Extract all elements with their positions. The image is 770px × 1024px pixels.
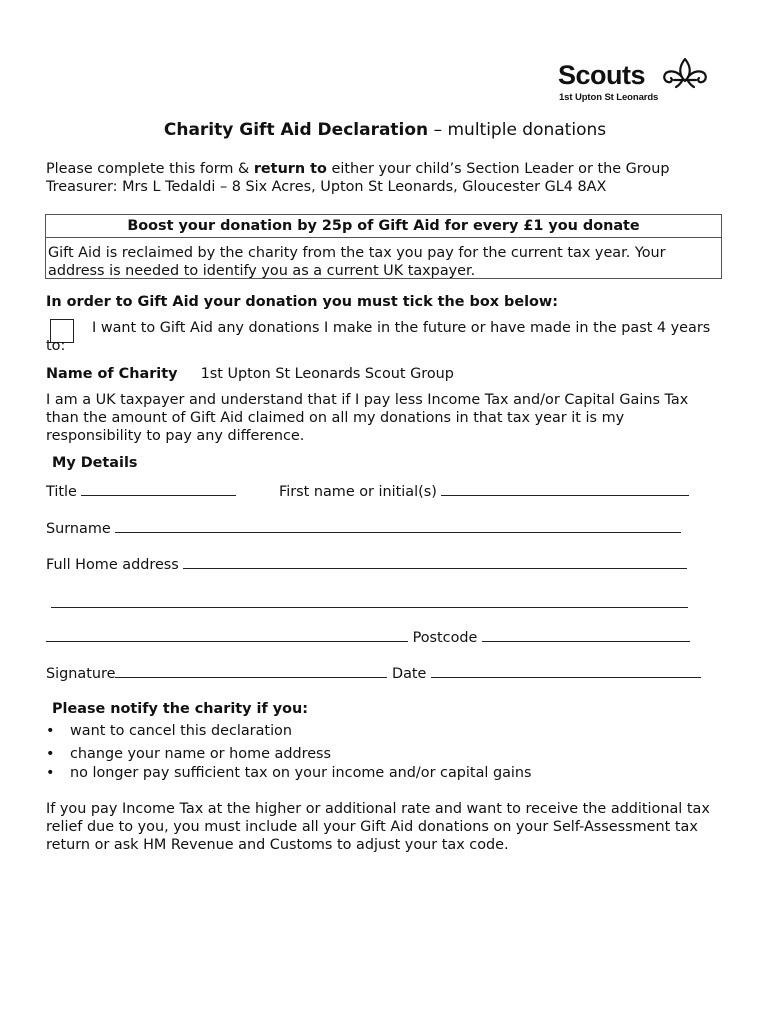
- signature-field[interactable]: [115, 663, 387, 678]
- bullet: •: [46, 746, 55, 762]
- logo-wordmark: Scouts: [558, 60, 646, 90]
- fleur-de-lis-icon: [660, 56, 710, 90]
- address-field-1[interactable]: [183, 554, 687, 569]
- bullet: •: [46, 765, 55, 781]
- first-name-row: [279, 481, 689, 501]
- higher-rate-note: If you pay Income Tax at the higher or additional rate and want to receive the additional tax relief due to you, you must include all your Gift Aid donations on your Self-Assessment tax return or ask HM Revenue and Customs to adjust your tax code.: [46, 801, 710, 853]
- date-field[interactable]: [431, 663, 701, 678]
- page-title: [0, 119, 770, 141]
- surname-label: Surname: [46, 521, 111, 537]
- signature-row: [46, 663, 701, 683]
- postcode-label: Postcode: [412, 630, 478, 646]
- title-row: [46, 481, 236, 501]
- charity-label: Name of Charity: [46, 366, 178, 382]
- list-item: [46, 764, 726, 782]
- taxpayer-statement: I am a UK taxpayer and understand that if I pay less Income Tax and/or Capital Gains Tax than the amount of Gift Aid claimed on all my donations in that tax year it is my responsibility to pay any difference.: [46, 392, 689, 444]
- address-field-3[interactable]: [46, 627, 408, 642]
- tick-instruction: In order to Gift Aid your donation you must tick the box below:: [46, 294, 558, 310]
- first-name-field[interactable]: [441, 481, 689, 496]
- postcode-row: [46, 627, 690, 647]
- notify-list: [46, 722, 726, 782]
- intro-bold: return to: [253, 161, 327, 177]
- intro-text-1: Please complete this form &: [46, 161, 254, 177]
- intro-paragraph: [46, 160, 726, 196]
- logo-group-name: 1st Upton St Leonards: [559, 92, 659, 103]
- notify-item-text: want to cancel this declaration: [70, 723, 292, 739]
- bullet: •: [46, 723, 55, 739]
- charity-value: 1st Upton St Leonards Scout Group: [200, 366, 454, 382]
- intro-text-2: either your child’s Section Leader or the Group Treasurer: Mrs L Tedaldi – 8 Six Acres, Upton St Leonards, Gloucester GL4 8AX: [46, 161, 670, 195]
- address-row: [46, 554, 687, 574]
- boost-heading: Boost your donation by 25p of Gift Aid for every £1 you donate: [127, 218, 640, 234]
- signature-label: Signature: [46, 666, 116, 682]
- list-item: [46, 722, 726, 740]
- notify-heading: Please notify the charity if you:: [52, 701, 309, 717]
- title-bold: Charity Gift Aid Declaration: [163, 120, 429, 140]
- list-item: [46, 745, 726, 763]
- date-label: Date: [392, 666, 427, 682]
- address-field-2[interactable]: [51, 607, 688, 608]
- boost-box: [45, 214, 722, 279]
- boost-divider: [46, 237, 721, 238]
- first-name-label: First name or initial(s): [279, 484, 437, 500]
- scouts-logo: [558, 56, 710, 106]
- postcode-field[interactable]: [482, 627, 690, 642]
- title-field[interactable]: [81, 481, 236, 496]
- address-label: Full Home address: [46, 557, 179, 573]
- surname-field[interactable]: [115, 518, 681, 533]
- charity-row: [46, 365, 454, 383]
- notify-item-text: change your name or home address: [70, 746, 332, 762]
- boost-text: Gift Aid is reclaimed by the charity from the tax you pay for the current tax year. Your address is needed to identify you as a current UK taxpayer.: [48, 245, 666, 279]
- notify-item-text: no longer pay sufficient tax on your income and/or capital gains: [70, 765, 532, 781]
- declaration-text: I want to Gift Aid any donations I make in the future or have made in the past 4 years to:: [46, 320, 711, 354]
- title-rest: – multiple donations: [428, 120, 607, 140]
- my-details-heading: My Details: [52, 455, 138, 471]
- title-label: Title: [46, 484, 77, 500]
- surname-row: [46, 518, 681, 538]
